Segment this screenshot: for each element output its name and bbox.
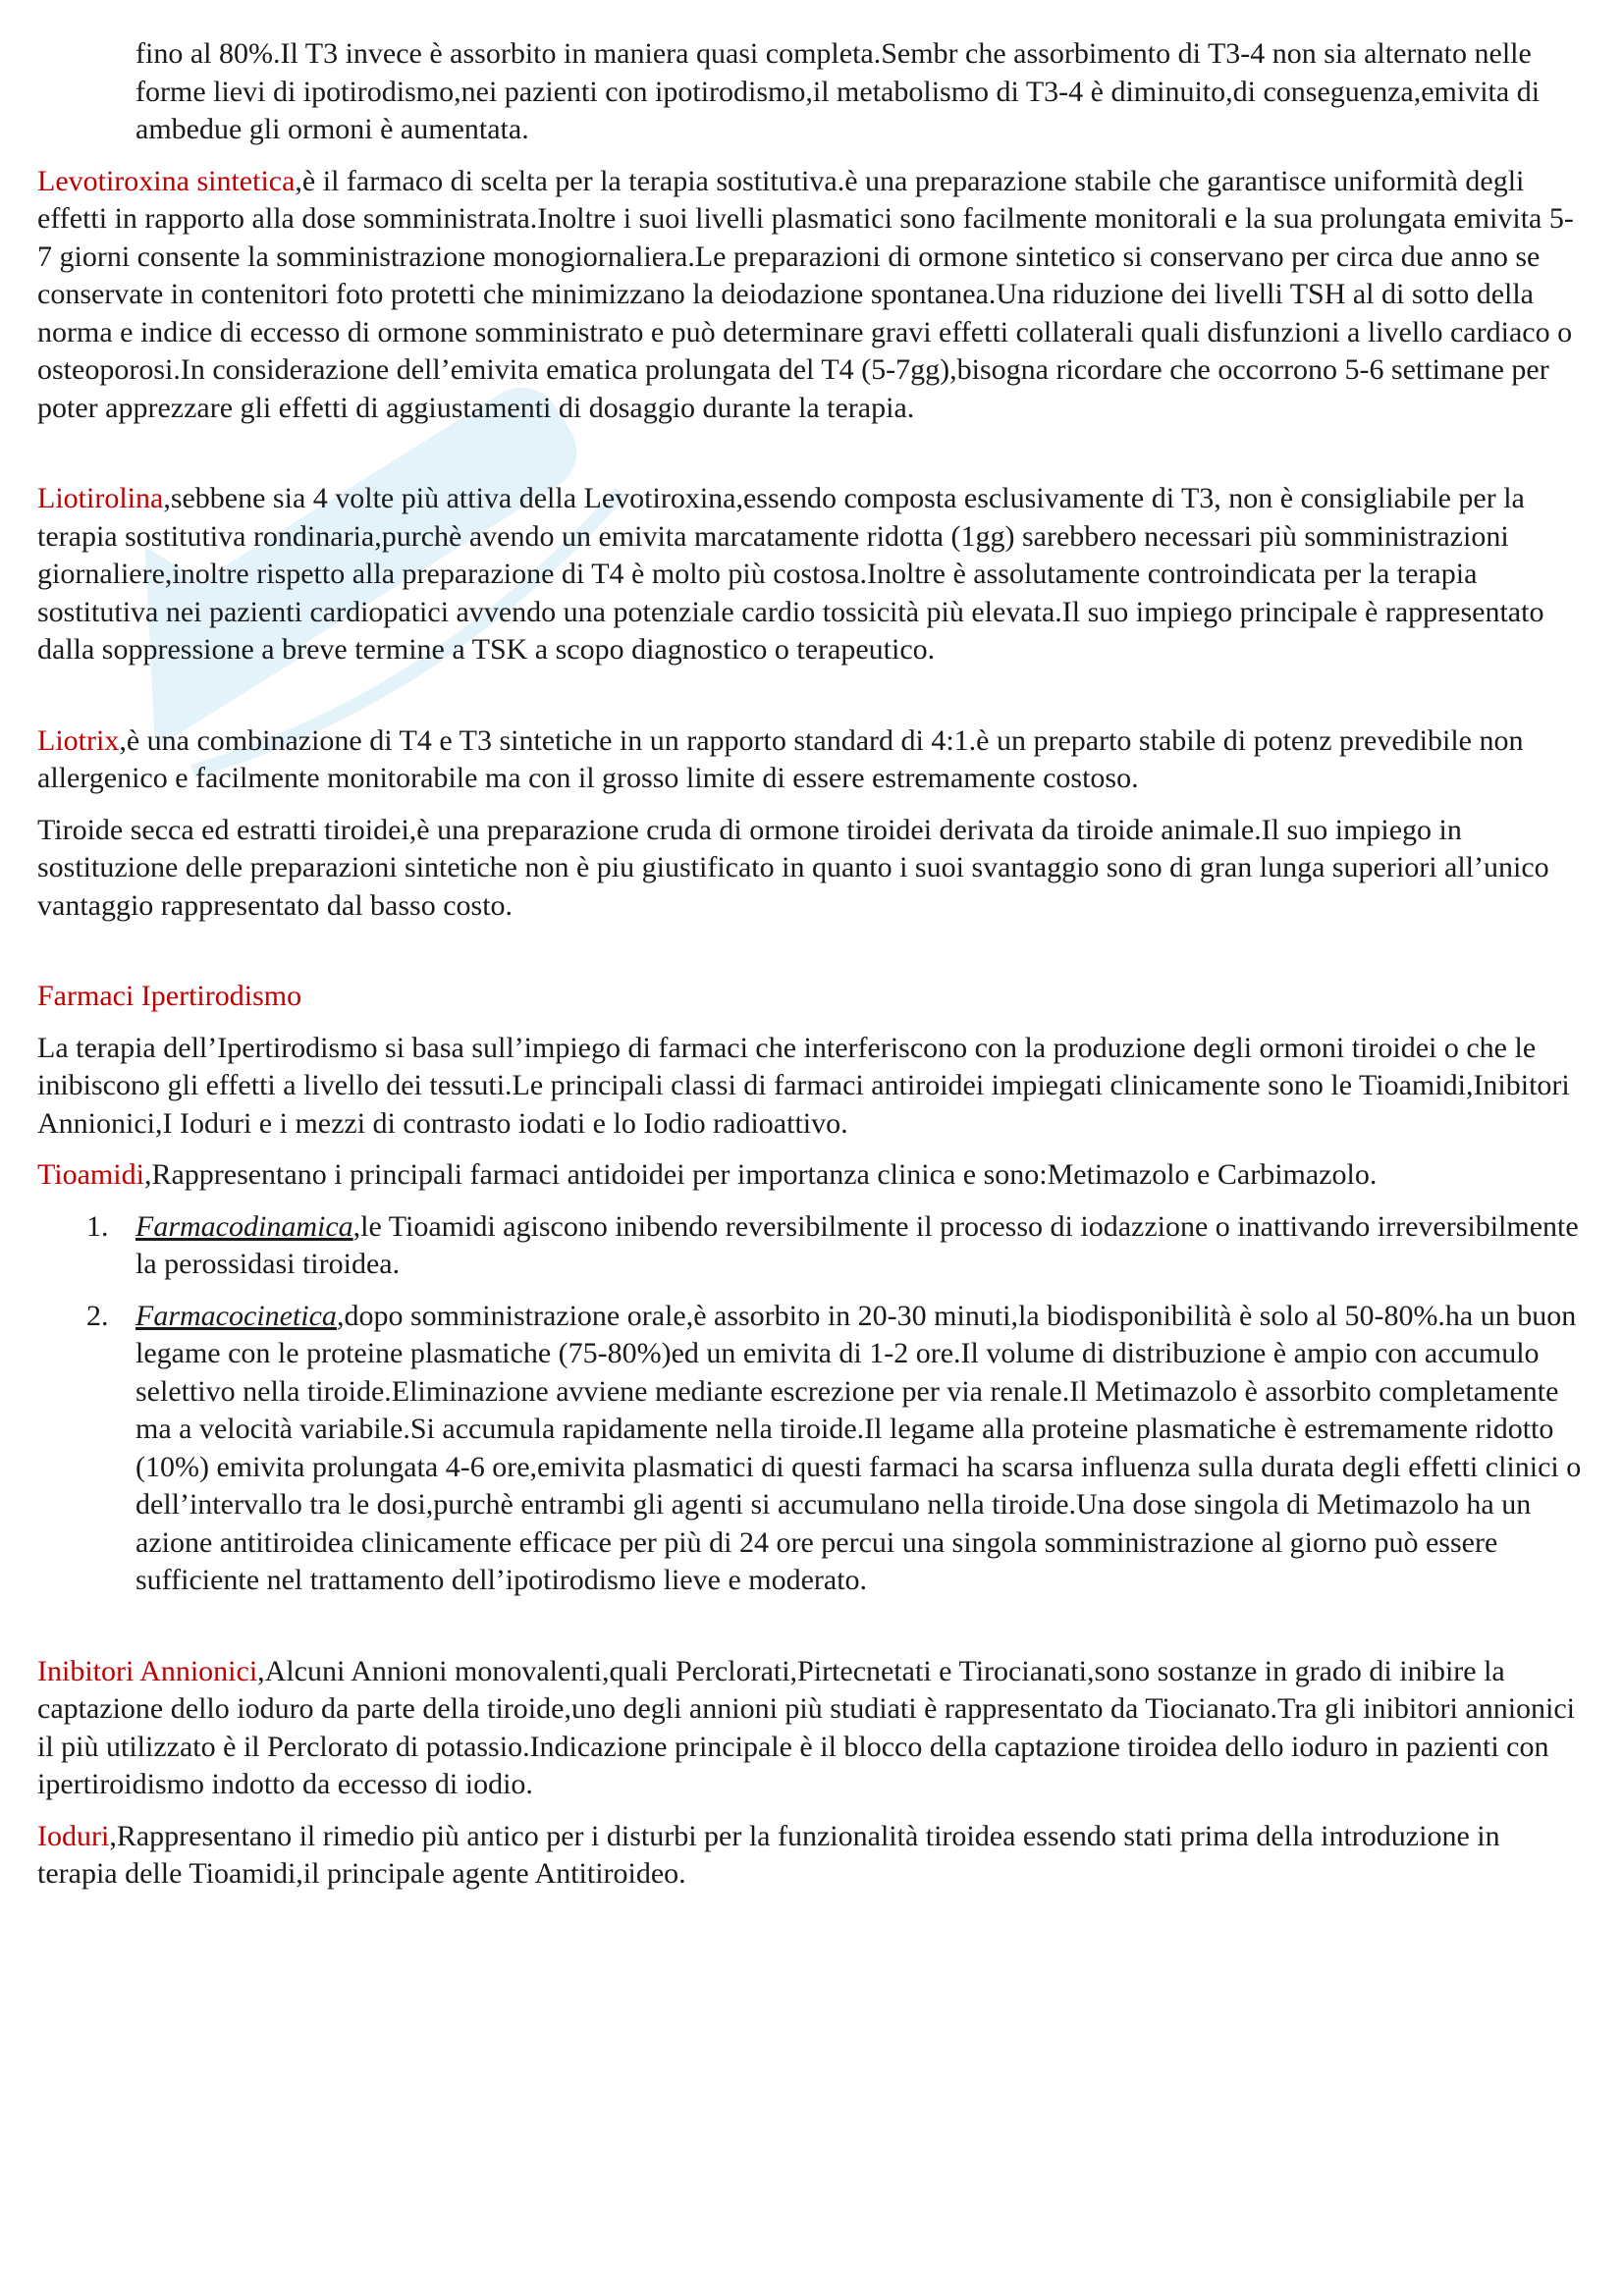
list-item-number: 1. [86,1209,109,1243]
tioamidi-list [37,1208,1584,1600]
tioamidi-text: ,Rappresentano i principali farmaci antidoidei per importanza clinica e sono:Metimazolo e Carbimazolo. [143,1158,1378,1191]
tioamidi-paragraph [37,1156,1584,1195]
list-item-text: ,le Tioamidi agiscono inibendo reversibilmente il processo di iodazzione o inattivando irreversibilmente la perossidasi tiroidea. [135,1209,1579,1280]
ioduri-paragraph [37,1818,1584,1894]
levotiroxina-paragraph [37,163,1584,428]
inibitori-title: Inibitori Annionici [37,1654,258,1687]
ioduri-title: Ioduri [37,1819,110,1852]
inibitori-paragraph [37,1653,1584,1804]
list-item [37,1208,1584,1284]
ioduri-text: ,Rappresentano il rimedio più antico per i disturbi per la funzionalità tiroidea essendo stati prima della introduzione in terapia delle Tioamidi,il principale agente Antitiroideo. [37,1819,1500,1890]
liotirolina-title: Liotirolina [37,482,164,514]
liotrix-title: Liotrix [37,723,120,757]
list-item-term: Farmacodinamica [135,1209,353,1243]
inibitori-text: ,Alcuni Annioni monovalenti,quali Perclorati,Pirtecnetati e Tirocianati,sono sostanze in grado di inibire la captazione dello ioduro da parte della tiroide,uno degli annioni più studiati è rappresentato da Tiocianato.Tra gli inibitori annionici il più utilizzato è il Perclorato di potassio.Indicazione principale è il blocco della captazione tiroidea dello ioduro in pazienti con ipertiroidismo indotto da eccesso di iodio. [37,1654,1576,1800]
liotrix-text: ,è una combinazione di T4 e T3 sintetiche in un rapporto standard di 4:1.è un preparto stabile di potenz prevedibile non allergenico e facilmente monitorabile ma con il grosso limite di essere estremamente costoso. [37,723,1524,794]
intro-paragraph: fino al 80%.Il T3 invece è assorbito in maniera quasi completa.Sembr che assorbimento di T3-4 non sia alternato nelle forme lievi di ipotirodismo,nei pazienti con ipotirodismo,il metabolismo di T3-4 è diminuito,di conseguenza,emivita di ambedue gli ormoni è aumentata. [135,37,1541,145]
list-item [37,1298,1584,1600]
tiroide-secca-paragraph: Tiroide secca ed estratti tiroidei,è una preparazione cruda di ormone tiroidei derivata da tiroide animale.Il suo impiego in sostituzione delle preparazioni sintetiche non è piu giustificato in quanto i suoi svantaggio sono di gran lunga superiori all’unico vantaggio rappresentato dal basso costo. [37,813,1549,922]
levotiroxina-text: ,è il farmaco di scelta per la terapia sostitutiva.è una preparazione stabile che garantisce uniformità degli effetti in rapporto alla dose somministrata.Inoltre i suoi livelli plasmatici sono facilmente monitorali e la sua prolungata emivita 5-7 giorni consente la somministrazione monogiornaliera.Le preparazioni di ormone sintetico si conservano per circa due anno se conservate in contenitori foto protetti che minimizzano la deiodazione spontanea.Una riduzione dei livelli TSH al di sotto della norma e indice di eccesso di ormone somministrato e può determinare gravi effetti collaterali quali disfunzioni a livello cardiaco o osteoporosi.In considerazione dell’emivita ematica prolungata del T4 (5-7gg),bisogna ricordare che occorrono 5-6 settimane per poter apprezzare gli effetti di aggiustamenti di dosaggio durante la terapia. [37,164,1574,424]
ipertiroidismo-heading: Farmaci Ipertirodismo [37,980,302,1012]
liotirolina-text: ,sebbene sia 4 volte più attiva della Levotiroxina,essendo composta esclusivamente di T3, non è consigliabile per la terapia sostitutiva rondinaria,purchè avendo un emivita marcatamente ridotta (1gg) sarebbero necessari più somministrazioni giornaliere,inoltre rispetto alla preparazione di T4 è molto più costosa.Inoltre è assolutamente controindicata per la terapia sostitutiva nei pazienti cardiopatici avvendo una potenziale cardio tossicità più elevata.Il suo impiego principale è rappresentato dalla soppressione a breve termine a TSK a scopo diagnostico o terapeutico. [37,482,1544,666]
list-item-term: Farmacocinetica [135,1299,337,1332]
list-item-number: 2. [86,1299,109,1332]
tioamidi-title: Tioamidi [37,1158,144,1191]
liotirolina-paragraph [37,480,1584,669]
ipertiroidismo-paragraph: La terapia dell’Ipertirodismo si basa sull’impiego di farmaci che interferiscono con la produzione degli ormoni tiroidei o che le inibiscono gli effetti a livello dei tessuti.Le principali classi di farmaci antiroidei impiegati clinicamente sono le Tioamidi,Inibitori Annionici,I Ioduri e i mezzi di contrasto iodati e lo Iodio radioattivo. [37,1031,1570,1140]
liotrix-paragraph [37,722,1584,798]
document-page [37,35,1584,1894]
list-item-text: ,dopo somministrazione orale,è assorbito in 20-30 minuti,la biodisponibilità è solo al 50-80%.ha un buon legame con le proteine plasmatiche (75-80%)ed un emivita di 1-2 ore.Il volume di distribuzione è ampio con accumulo selettivo nella tiroide.Eliminazione avviene mediante escrezione per via renale.Il Metimazolo è assorbito completamente ma a velocità variabile.Si accumula rapidamente nella tiroide.Il legame alla proteine plasmatiche è estremamente ridotto (10%) emivita prolungata 4-6 ore,emivita plasmatici di questi farmaci ha scarsa influenza sulla durata degli effetti clinici o dell’intervallo tra le dosi,purchè entrambi gli agenti si accumulano nella tiroide.Una dose singola di Metimazolo ha un azione antitiroidea clinicamente efficace per più di 24 ore percui una singola somministrazione al giorno può essere sufficiente nel trattamento dell’ipotirodismo lieve e moderato. [135,1299,1582,1596]
levotiroxina-title: Levotiroxina sintetica [37,164,296,197]
